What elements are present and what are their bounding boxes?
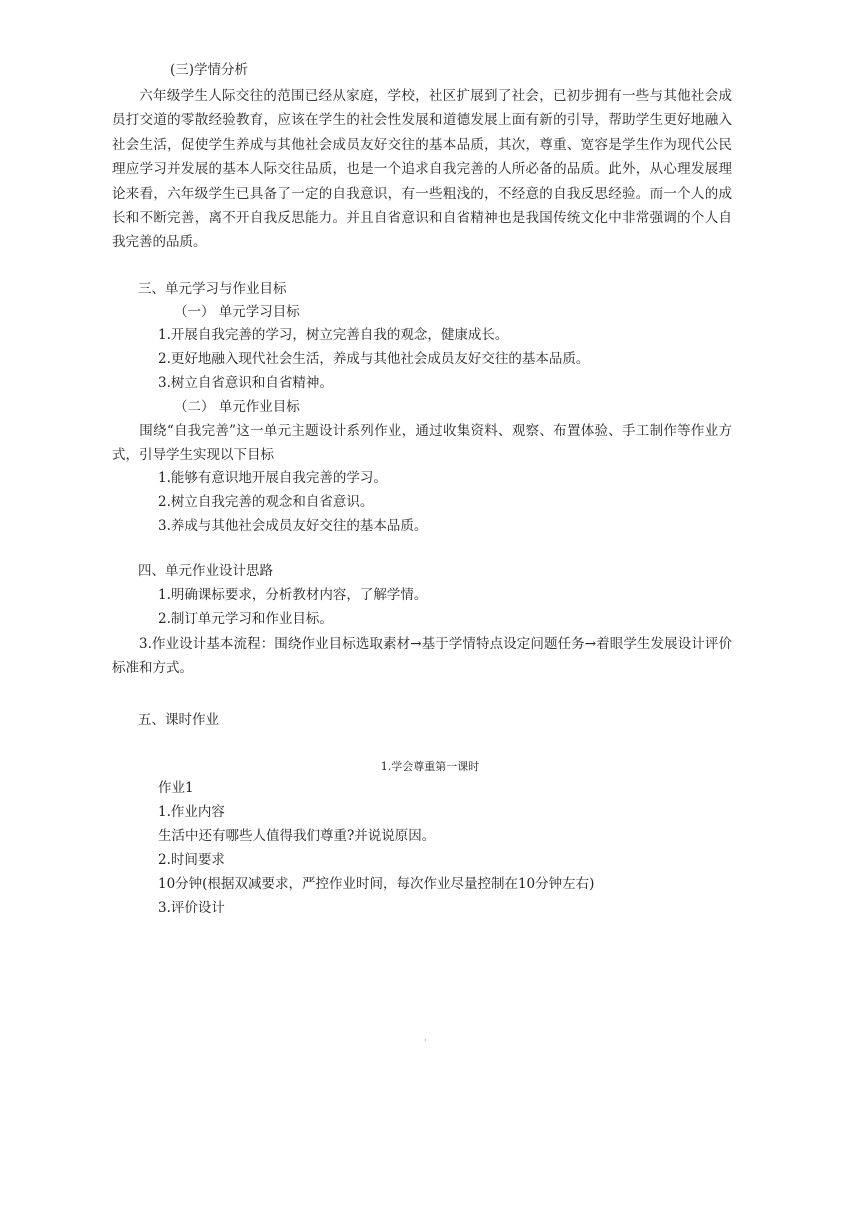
- content-text: 生活中还有哪些人值得我们尊重?并说说原因。: [158, 828, 436, 844]
- learning-analysis-text: 六年级学生人际交往的范围已经从家庭，学校，社区扩展到了社会，已初步拥有一些与其他社会成员打交道的零散经验教育，应该在学生的社会性发展和道德发展上面有新的引导，帮助学生更好地融入社会生活，促使学生养成与其他社会成员友好交往的基本品质，其次，尊重、宽容是学生作为现代公民理应学习并发展的基本人际交往品质，也是一个追求自我完善的人所必备的品质。此外，从心理发展理论来看，六年级学生已具备了一定的自我意识，有一些粗浅的，不经意的自我反思经验。而一个人的成长和不断完善，离不开自我反思能力。并且自省意识和自省精神也是我国传统文化中非常强调的个人自我完善的品质。: [112, 88, 732, 251]
- learning-analysis-paragraph: [112, 84, 732, 255]
- learning-goal-2: 2.更好地融入现代社会生活，养成与其他社会成员友好交往的基本品质。: [158, 351, 590, 367]
- learning-goal-3: 3.树立自省意识和自省精神。: [158, 375, 333, 391]
- homework-goals-intro: [112, 419, 732, 468]
- lesson-title: 1.学会尊重第一课时: [380, 760, 480, 773]
- unit-learning-goals-heading: （一） 单元学习目标: [174, 304, 300, 320]
- homework-label: 作业1: [158, 780, 194, 796]
- eval-label: 3.评价设计: [158, 900, 225, 916]
- homework-goal-2: 2.树立自我完善的观念和自省意识。: [158, 494, 374, 510]
- time-text: 10分钟(根据双减要求，严控作业时间，每次作业尽量控制在10分钟左右): [158, 876, 595, 892]
- homework-goals-intro-text: 围绕“自我完善”这一单元主题设计系列作业，通过收集资料、观察、布置体验、手工制作等作业方式，引导学生实现以下目标: [112, 423, 732, 464]
- content-label: 1.作业内容: [158, 804, 225, 820]
- homework-goal-1: 1.能够有意识地开展自我完善的学习。: [158, 470, 387, 486]
- time-label: 2.时间要求: [158, 852, 225, 868]
- learning-goal-1: 1.开展自我完善的学习，树立完善自我的观念，健康成长。: [158, 327, 509, 343]
- design-flow-text: 3.作业设计基本流程：围绕作业目标选取素材→基于学情特点设定问题任务→着眼学生发展设计评价标准和方式。: [112, 636, 732, 677]
- page-footer-mark: ·: [424, 1036, 427, 1045]
- lesson-heading: 五、课时作业: [138, 712, 219, 728]
- design-flow: [112, 632, 732, 681]
- design-heading: 四、单元作业设计思路: [138, 563, 273, 579]
- design-item-1: 1.明确课标要求，分析教材内容，了解学情。: [158, 587, 428, 603]
- unit-homework-goals-heading: （二） 单元作业目标: [174, 399, 300, 415]
- homework-goal-3: 3.养成与其他社会成员友好交往的基本品质。: [158, 518, 428, 534]
- design-item-2: 2.制订单元学习和作业目标。: [158, 611, 333, 627]
- learning-analysis-heading: (三)学情分析: [170, 62, 249, 78]
- goals-heading: 三、单元学习与作业目标: [138, 281, 287, 297]
